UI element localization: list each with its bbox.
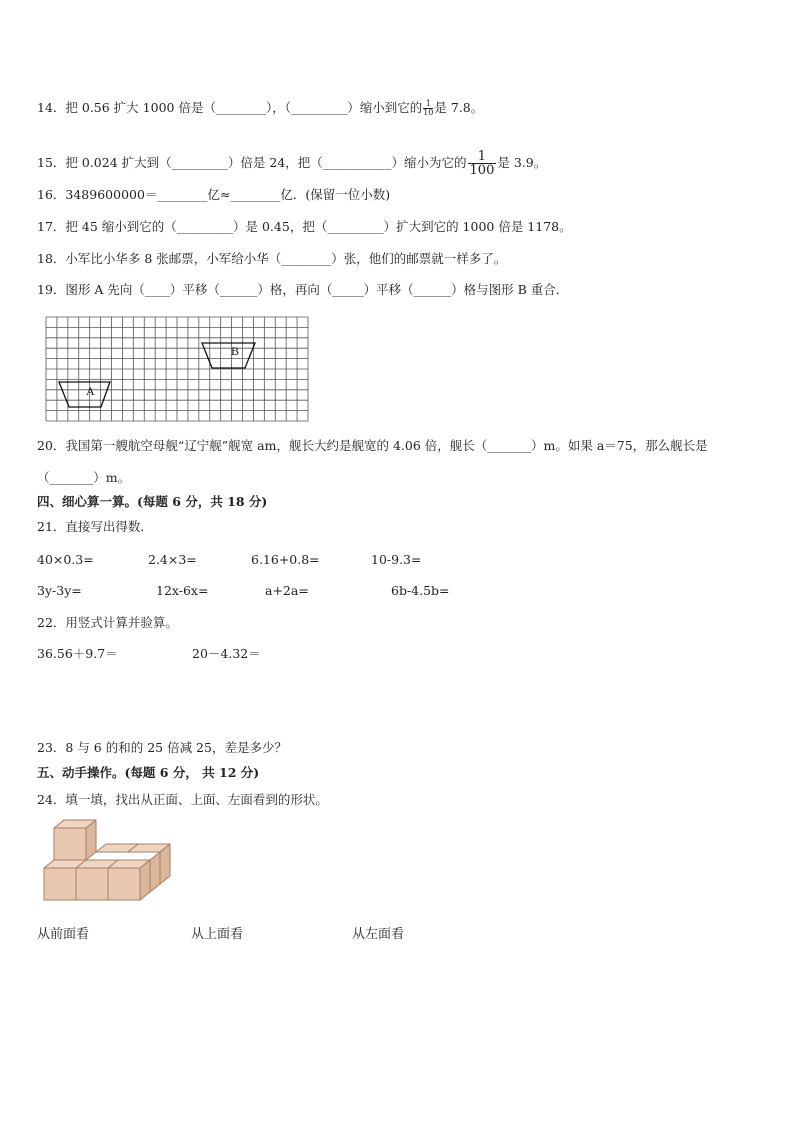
calc-item: 6.16+0.8= — [251, 552, 320, 567]
fraction — [468, 150, 497, 177]
fraction-numerator: 1 — [477, 149, 487, 164]
view-label-front: 从前面看 — [37, 927, 90, 942]
view-label-top: 从上面看 — [191, 927, 244, 942]
calc-item: 2.4×3= — [148, 552, 197, 567]
question-text-end: 是 7.8。 — [434, 100, 484, 115]
section-4-heading: 四、细心算一算。(每题 6 分，共 18 分) — [37, 494, 268, 509]
question-text-end: 是 3.9。 — [497, 155, 547, 170]
translation-grid-figure — [45, 316, 309, 422]
shape-b-label: B — [231, 344, 240, 358]
cubes-figure — [42, 816, 176, 910]
shape-a — [59, 382, 110, 407]
view-label-left: 从左面看 — [352, 927, 405, 942]
question-22: 22．用竖式计算并验算。 — [37, 615, 178, 630]
question-17: 17．把 45 缩小到它的（_________）是 0.45，把（_________）扩大到它的 1000 倍是 1178。 — [37, 219, 572, 234]
vertical-calc-item: 36.56＋9.7＝ — [37, 646, 118, 661]
calc-item: 6b-4.5b= — [391, 583, 450, 598]
question-16: 16．3489600000＝________亿≈________亿．(保留一位小数) — [37, 187, 391, 202]
question-19: 19．图形 A 先向（____）平移（______）格，再向（_____）平移（______）格与图形 B 重合． — [37, 282, 569, 297]
question-number: 15． — [37, 155, 66, 170]
calc-item: 10-9.3= — [371, 552, 422, 567]
question-number: 14． — [37, 100, 66, 115]
question-14 — [37, 100, 483, 117]
section-5-heading: 五、动手操作。(每题 6 分， 共 12 分) — [37, 765, 260, 780]
question-18: 18．小军比小华多 8 张邮票，小军给小华（________）张，他们的邮票就一样多了。 — [37, 251, 507, 266]
question-20-line2: （_______）m。 — [37, 470, 131, 485]
calc-item: 40×0.3= — [37, 552, 94, 567]
question-text: 把 0.56 扩大 1000 倍是（________），（_________）缩小到它的 — [65, 100, 423, 115]
shape-a-label: A — [86, 384, 95, 398]
fraction-numerator: 1 — [425, 99, 431, 108]
question-15 — [37, 150, 546, 177]
fraction-denominator: 100 — [469, 163, 495, 178]
fraction — [423, 100, 433, 117]
question-21: 21．直接写出得数． — [37, 519, 153, 534]
question-text: 把 0.024 扩大到（_________）倍是 24，把（___________）缩小为它的 — [65, 155, 467, 170]
vertical-calc-item: 20－4.32＝ — [192, 646, 261, 661]
question-20-line1: 20．我国第一艘航空母舰“辽宁舰”舰宽 am，舰长大约是舰宽的 4.06 倍，舰长（_______）m。如果 a＝75，那么舰长是 — [37, 438, 708, 453]
question-24: 24．填一填，找出从正面、上面、左面看到的形状。 — [37, 792, 328, 807]
fraction-denominator: 10 — [423, 108, 434, 117]
calc-item: a+2a= — [265, 583, 309, 598]
calc-item: 3y-3y= — [37, 583, 82, 598]
question-23: 23．8 与 6 的和的 25 倍减 25，差是多少？ — [37, 740, 287, 755]
calc-item: 12x-6x= — [156, 583, 209, 598]
